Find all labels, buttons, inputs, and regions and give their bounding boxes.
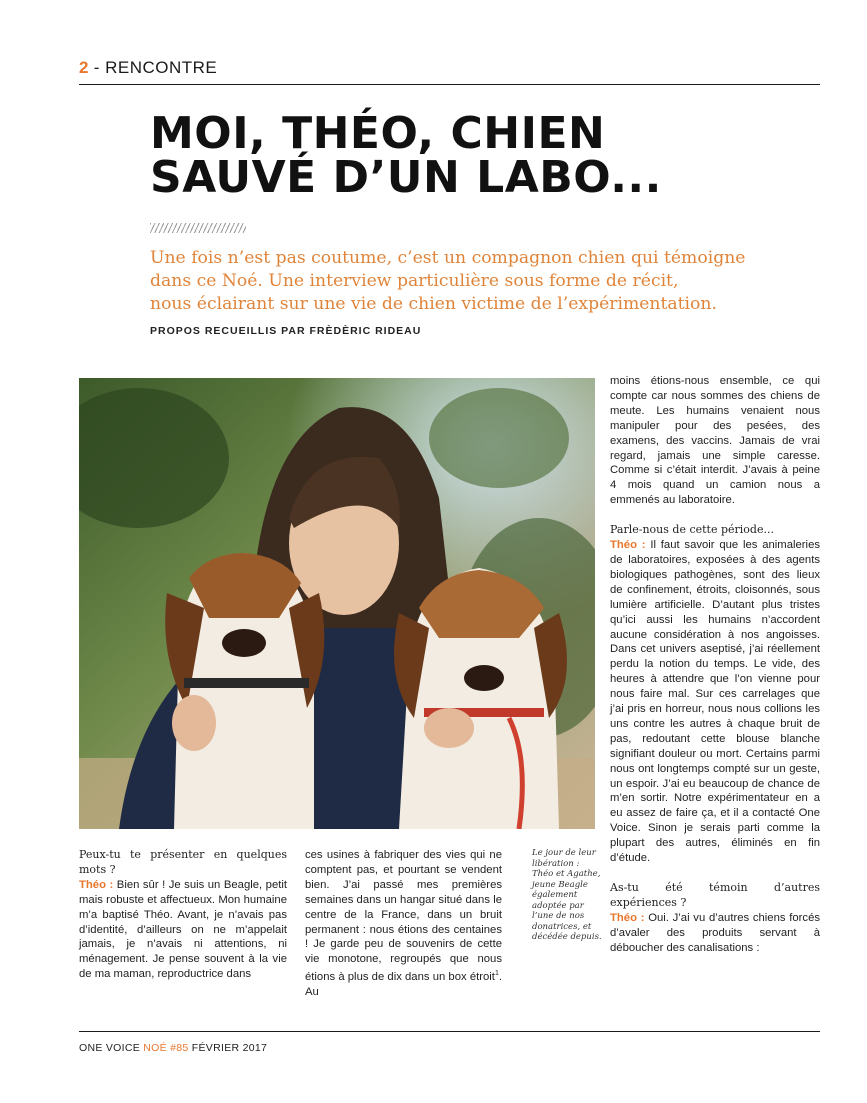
- section-name: RENCONTRE: [105, 58, 218, 77]
- answer-2: Il faut savoir que les animaleries de laboratoires, exposées à des agents biologiques pathogènes, sont des lieux de confinement, étroits, cloisonnés, sous lumière artificielle. D’autant plus tristes qu’ici aussi les humains n’accordent aucune considération à nos angoisses. Dans cet univers aseptisé, j’ai réellement perdu la notion du temps. Le vide, des heures à attendre que l’on vienne pour nous faire mal. Sur ces carrelages que j’ai pris en horreur, nous nous collions les uns contre les autres à chaque bruit de pas, redoutant cette blouse blanche signifiant douleur ou mort. Certains parmi nous ont longtemps compté sur un geste, un espoir. J’ai eu beaucoup de chance de m’en sortir. Notre expérimentateur en a eu assez de faire ça, et il a contacté One Voice. Sinon je serais parti comme la plupart des autres, éliminés en fin d’étude.: [610, 539, 820, 865]
- photo-caption: Le jour de leur libération : Théo et Agathe, jeune Beagle également adoptée par l’une de nos donatrices, et décédée depuis.: [532, 848, 602, 942]
- page-number: 2: [79, 58, 89, 77]
- article-intro: [150, 247, 820, 316]
- header-separator: -: [88, 58, 106, 77]
- intro-line-2: dans ce Noé. Une interview particulière sous forme de récit,: [150, 271, 679, 291]
- speaker-label-2: Théo :: [610, 539, 646, 552]
- answer-1: Bien sûr ! Je suis un Beagle, petit mais robuste et affectueux. Mon humaine m’a baptisé Théo. Avant, je n’avais pas d’identité, d’ailleurs on ne m’appelait jamais, je n’avais ni attentions, ni ménagement. Je pense souvent à la vie de ma maman, reproductrice dans: [79, 878, 288, 981]
- question-1: Peux-tu te présenter en quelques mots ?: [79, 848, 287, 876]
- article-title: [150, 108, 770, 203]
- answer-1-end: moins étions-nous ensemble, ce qui compte car nous sommes des chiens de meute. Les humains venaient nous manipuler pour des pesées, des examens, des vaccins. Jamais de vrai regard, jamais une simple caresse. Comme si c’était interdit. J’avais à peine 4 mois quand un camion nous a emmenés au laboratoire.: [610, 375, 820, 507]
- footer-brand: ONE VOICE: [79, 1042, 141, 1054]
- intro-line-1: Une fois n’est pas coutume, c’est un compagnon chien qui témoigne: [150, 248, 746, 268]
- hatched-divider: [150, 223, 246, 233]
- speaker-label-3: Théo :: [610, 911, 645, 924]
- byline: PROPOS RECUEILLIS PAR FRÈDÈRIC RIDEAU: [150, 325, 422, 337]
- intro-line-3: nous éclairant sur une vie de chien victime de l’expérimentation.: [150, 294, 717, 314]
- title-line-2: SAUVÉ D’UN LABO...: [150, 152, 662, 203]
- footer-date: FÉVRIER 2017: [191, 1042, 268, 1054]
- article-column-1: [79, 848, 287, 982]
- question-2: Parle-nous de cette période...: [610, 523, 774, 537]
- answer-1-tail: . Au: [305, 971, 502, 998]
- photo-woman-with-beagles: [79, 378, 595, 829]
- page-footer: [79, 1042, 267, 1054]
- footnote-ref: 1: [494, 970, 499, 978]
- article-column-3: [610, 374, 820, 956]
- answer-1-continued: ces usines à fabriquer des vies qui ne comptent pas, et pourtant se vendent bien. J’ai passé mes premières semaines dans un hangar situé dans le centre de la France, dans un bruit permanent : nous étions des centaines ! Je garde peu de souvenirs de cette vie monotone, regroupés que nous étions à plus de dix dans un box étroit: [305, 849, 502, 984]
- page-header: [79, 58, 820, 85]
- title-line-1: MOI, THÉO, CHIEN: [150, 108, 606, 159]
- answer-3: Oui. J’ai vu d’autres chiens forcés d’avaler des produits servant à déboucher des canalisations :: [610, 911, 821, 954]
- footer-divider: [79, 1031, 820, 1032]
- article-photo: [79, 378, 595, 829]
- article-column-2: [305, 848, 502, 1000]
- speaker-label: Théo :: [79, 878, 114, 891]
- footer-magazine: NOÉ #85: [143, 1042, 189, 1054]
- question-3: As-tu été témoin d’autres expériences ?: [610, 881, 820, 909]
